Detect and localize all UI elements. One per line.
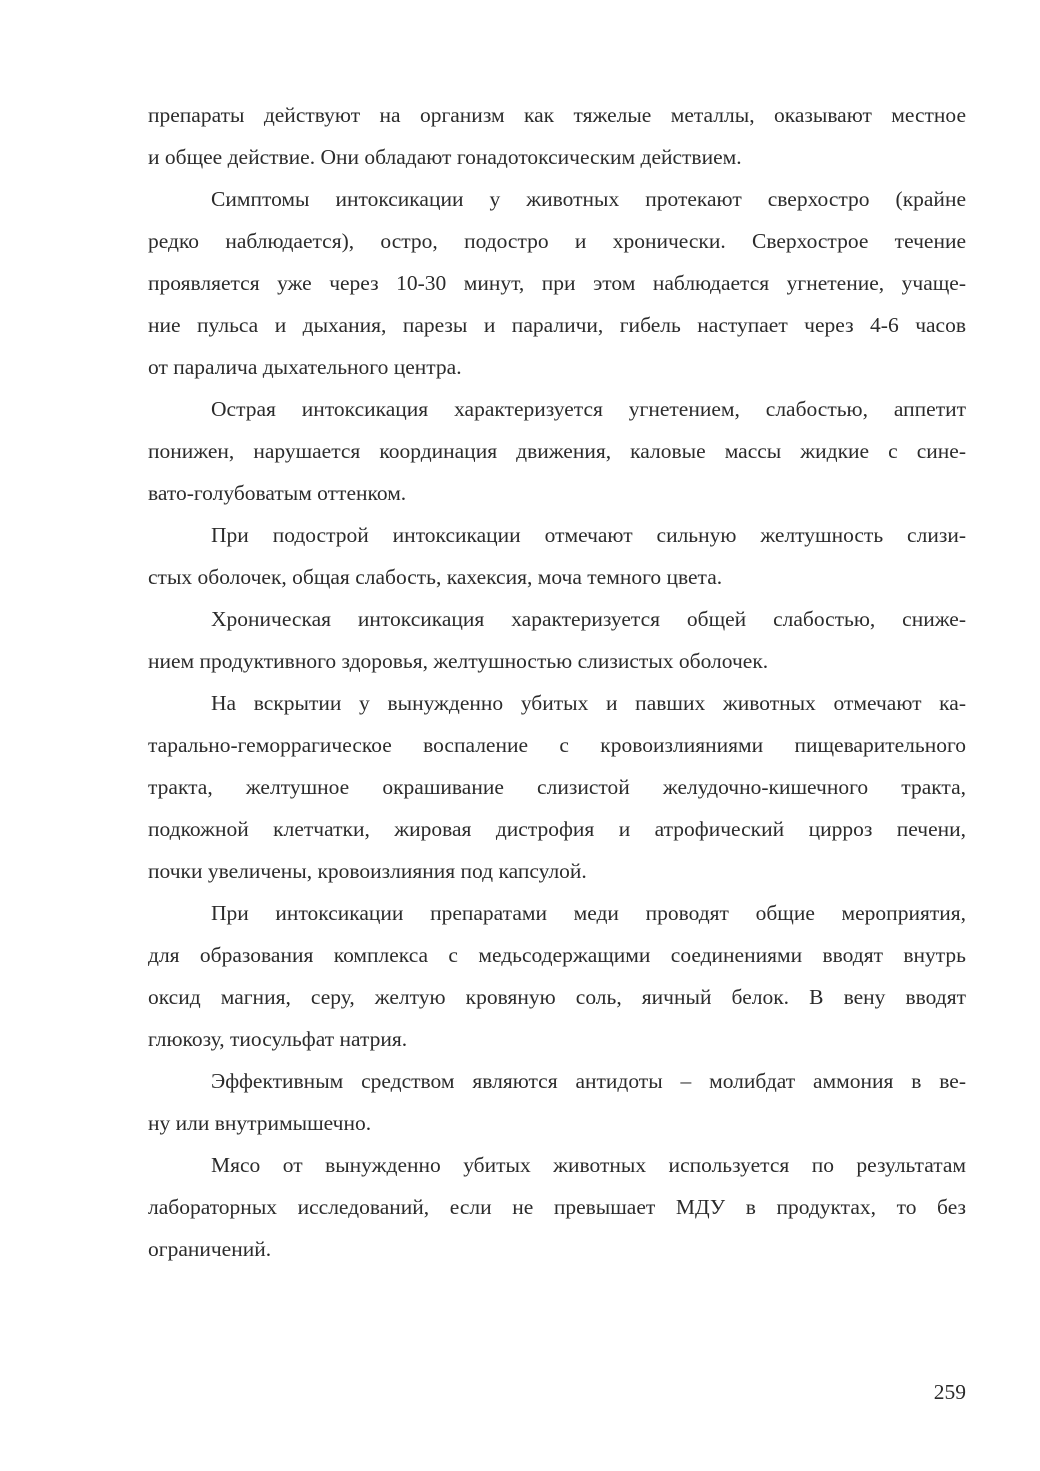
text-line: тракта, желтушное окрашивание слизистой желудочно-кишечного тракта, xyxy=(148,775,966,799)
paragraph xyxy=(148,178,966,388)
paragraph xyxy=(148,388,966,514)
text-line: На вскрытии у вынужденно убитых и павших животных отмечают ка- xyxy=(211,691,966,715)
paragraph xyxy=(148,892,966,1060)
text-line: Острая интоксикация характеризуется угнетением, слабостью, аппетит xyxy=(211,397,966,421)
paragraph xyxy=(148,1060,966,1144)
page-number: 259 xyxy=(933,1380,966,1404)
paragraph xyxy=(148,94,966,178)
text-line: проявляется уже через 10-30 минут, при этом наблюдается угнетение, учаще- xyxy=(148,271,966,295)
text-line: ние пульса и дыхания, парезы и параличи, гибель наступает через 4-6 часов xyxy=(148,313,966,337)
text-line: При подострой интоксикации отмечают сильную желтушность слизи- xyxy=(211,523,966,547)
text-line: оксид магния, серу, желтую кровяную соль, яичный белок. В вену вводят xyxy=(148,985,966,1009)
text-line: редко наблюдается), остро, подостро и хронически. Сверхострое течение xyxy=(148,229,966,253)
text-line: Мясо от вынужденно убитых животных используется по результатам xyxy=(211,1153,966,1177)
paragraph xyxy=(148,514,966,598)
text-line: почки увеличены, кровоизлияния под капсулой. xyxy=(148,859,587,883)
text-line: лабораторных исследований, если не превышает МДУ в продуктах, то без xyxy=(148,1195,966,1219)
text-line: ограничений. xyxy=(148,1237,272,1261)
text-line: ну или внутримышечно. xyxy=(148,1111,372,1135)
text-line: глюкозу, тиосульфат натрия. xyxy=(148,1027,408,1051)
text-line: Симптомы интоксикации у животных протекают сверхостро (крайне xyxy=(211,187,966,211)
text-line: препараты действуют на организм как тяжелые металлы, оказывают местное xyxy=(148,103,966,127)
text-line: вато-голубоватым оттенком. xyxy=(148,481,407,505)
text-line: Хроническая интоксикация характеризуется общей слабостью, сниже- xyxy=(211,607,966,631)
text-line: тарально-геморрагическое воспаление с кровоизлияниями пищеварительного xyxy=(148,733,966,757)
text-line: стых оболочек, общая слабость, кахексия, моча темного цвета. xyxy=(148,565,723,589)
text-line: нием продуктивного здоровья, желтушностью слизистых оболочек. xyxy=(148,649,769,673)
text-line: для образования комплекса с медьсодержащими соединениями вводят внутрь xyxy=(148,943,966,967)
text-line: от паралича дыхательного центра. xyxy=(148,355,462,379)
body-text xyxy=(148,94,966,1270)
paragraph xyxy=(148,682,966,892)
paragraph xyxy=(148,1144,966,1270)
text-line: Эффективным средством являются антидоты – молибдат аммония в ве- xyxy=(211,1069,966,1093)
text-line: понижен, нарушается координация движения, каловые массы жидкие с сине- xyxy=(148,439,966,463)
text-line: подкожной клетчатки, жировая дистрофия и атрофический цирроз печени, xyxy=(148,817,966,841)
paragraph xyxy=(148,598,966,682)
text-line: При интоксикации препаратами меди проводят общие мероприятия, xyxy=(211,901,966,925)
text-line: и общее действие. Они обладают гонадотоксическим действием. xyxy=(148,145,742,169)
